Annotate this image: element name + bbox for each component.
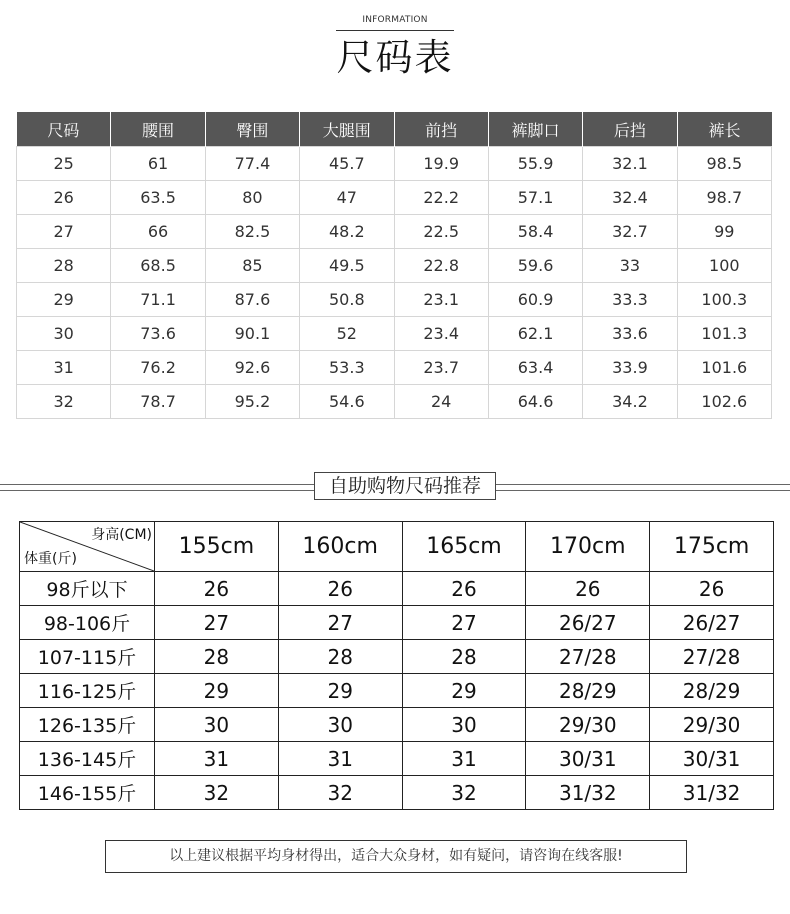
size-cell: 33.3	[583, 283, 677, 317]
recommended-size: 28	[278, 640, 402, 674]
recommended-size: 27	[402, 606, 526, 640]
recommended-size: 32	[155, 776, 279, 810]
recommended-size: 31	[402, 742, 526, 776]
size-cell: 28	[17, 249, 111, 283]
size-cell: 99	[677, 215, 771, 249]
recommended-size: 26	[526, 572, 650, 606]
corner-cell	[20, 522, 155, 572]
recommended-size: 26	[155, 572, 279, 606]
recommended-size: 30	[402, 708, 526, 742]
weight-label: 107-115斤	[20, 640, 155, 674]
size-cell: 95.2	[205, 385, 299, 419]
info-rule	[336, 30, 454, 31]
column-header: 裤脚口	[488, 112, 582, 147]
size-table-row	[17, 351, 772, 385]
recommended-size: 32	[278, 776, 402, 810]
size-cell: 63.4	[488, 351, 582, 385]
size-cell: 78.7	[111, 385, 205, 419]
recommended-size: 30/31	[526, 742, 650, 776]
recommended-size: 26	[650, 572, 774, 606]
size-table-row	[17, 181, 772, 215]
size-cell: 57.1	[488, 181, 582, 215]
column-header: 臀围	[205, 112, 299, 147]
size-cell: 101.6	[677, 351, 771, 385]
recommended-size: 28	[402, 640, 526, 674]
size-cell: 101.3	[677, 317, 771, 351]
size-cell: 66	[111, 215, 205, 249]
recommended-size: 31/32	[650, 776, 774, 810]
size-table-row	[17, 283, 772, 317]
size-cell: 25	[17, 147, 111, 181]
size-cell: 29	[17, 283, 111, 317]
weight-label: 146-155斤	[20, 776, 155, 810]
size-cell: 52	[300, 317, 394, 351]
size-cell: 49.5	[300, 249, 394, 283]
height-header: 155cm	[155, 522, 279, 572]
column-header: 后挡	[583, 112, 677, 147]
recommendation-row	[20, 674, 774, 708]
recommended-size: 26	[278, 572, 402, 606]
weight-label: 98-106斤	[20, 606, 155, 640]
recommendation-row	[20, 776, 774, 810]
size-cell: 23.4	[394, 317, 488, 351]
size-table-row	[17, 385, 772, 419]
divider-right	[496, 484, 790, 491]
weight-label: 136-145斤	[20, 742, 155, 776]
recommended-size: 30	[278, 708, 402, 742]
size-cell: 92.6	[205, 351, 299, 385]
recommended-size: 31/32	[526, 776, 650, 810]
size-cell: 32.1	[583, 147, 677, 181]
recommended-size: 29/30	[526, 708, 650, 742]
recommended-size: 29/30	[650, 708, 774, 742]
recommendation-row	[20, 572, 774, 606]
size-cell: 77.4	[205, 147, 299, 181]
recommended-size: 27/28	[650, 640, 774, 674]
size-cell: 64.6	[488, 385, 582, 419]
size-cell: 23.1	[394, 283, 488, 317]
size-cell: 68.5	[111, 249, 205, 283]
recommendation-row	[20, 640, 774, 674]
size-cell: 30	[17, 317, 111, 351]
size-cell: 76.2	[111, 351, 205, 385]
info-label: INFORMATION	[362, 15, 428, 25]
size-cell: 60.9	[488, 283, 582, 317]
height-header: 170cm	[526, 522, 650, 572]
recommended-size: 31	[278, 742, 402, 776]
recommended-size: 29	[278, 674, 402, 708]
page-title: 尺码表	[336, 36, 454, 79]
recommendation-row	[20, 708, 774, 742]
size-cell: 58.4	[488, 215, 582, 249]
size-cell: 98.7	[677, 181, 771, 215]
column-header: 裤长	[677, 112, 771, 147]
size-cell: 100	[677, 249, 771, 283]
size-cell: 53.3	[300, 351, 394, 385]
size-cell: 33.9	[583, 351, 677, 385]
size-cell: 73.6	[111, 317, 205, 351]
size-cell: 102.6	[677, 385, 771, 419]
corner-weight-label: 体重(斤)	[24, 551, 77, 567]
recommended-size: 30	[155, 708, 279, 742]
weight-label: 126-135斤	[20, 708, 155, 742]
size-cell: 90.1	[205, 317, 299, 351]
weight-label: 98斤以下	[20, 572, 155, 606]
size-cell: 24	[394, 385, 488, 419]
recommended-size: 31	[155, 742, 279, 776]
size-table-row	[17, 215, 772, 249]
recommended-size: 28/29	[650, 674, 774, 708]
size-cell: 22.5	[394, 215, 488, 249]
recommended-size: 27/28	[526, 640, 650, 674]
column-header: 大腿围	[300, 112, 394, 147]
recommended-size: 26/27	[526, 606, 650, 640]
size-cell: 54.6	[300, 385, 394, 419]
size-cell: 55.9	[488, 147, 582, 181]
size-cell: 32	[17, 385, 111, 419]
size-table	[16, 112, 772, 419]
size-cell: 47	[300, 181, 394, 215]
size-cell: 98.5	[677, 147, 771, 181]
size-cell: 34.2	[583, 385, 677, 419]
recommendation-title: 自助购物尺码推荐	[314, 472, 496, 500]
recommendation-row	[20, 606, 774, 640]
height-header: 160cm	[278, 522, 402, 572]
size-cell: 63.5	[111, 181, 205, 215]
recommendation-header-row	[20, 522, 774, 572]
size-cell: 59.6	[488, 249, 582, 283]
size-cell: 26	[17, 181, 111, 215]
footer-note: 以上建议根据平均身材得出，适合大众身材，如有疑问，请咨询在线客服!	[105, 840, 687, 873]
size-cell: 31	[17, 351, 111, 385]
corner-height-label: 身高(CM)	[91, 527, 152, 543]
size-cell: 82.5	[205, 215, 299, 249]
size-cell: 85	[205, 249, 299, 283]
recommendation-row	[20, 742, 774, 776]
recommendation-table	[19, 521, 774, 810]
size-cell: 27	[17, 215, 111, 249]
recommended-size: 26/27	[650, 606, 774, 640]
recommended-size: 30/31	[650, 742, 774, 776]
recommended-size: 28/29	[526, 674, 650, 708]
size-cell: 22.2	[394, 181, 488, 215]
height-header: 165cm	[402, 522, 526, 572]
size-cell: 33.6	[583, 317, 677, 351]
size-cell: 32.7	[583, 215, 677, 249]
size-table-row	[17, 147, 772, 181]
divider-left	[0, 484, 314, 491]
size-cell: 100.3	[677, 283, 771, 317]
size-cell: 71.1	[111, 283, 205, 317]
column-header: 前挡	[394, 112, 488, 147]
recommended-size: 26	[402, 572, 526, 606]
size-cell: 87.6	[205, 283, 299, 317]
size-cell: 50.8	[300, 283, 394, 317]
size-table-header-row	[17, 112, 772, 147]
recommended-size: 27	[278, 606, 402, 640]
size-cell: 61	[111, 147, 205, 181]
size-cell: 62.1	[488, 317, 582, 351]
weight-label: 116-125斤	[20, 674, 155, 708]
recommended-size: 32	[402, 776, 526, 810]
recommended-size: 28	[155, 640, 279, 674]
size-cell: 48.2	[300, 215, 394, 249]
size-table-row	[17, 249, 772, 283]
size-cell: 19.9	[394, 147, 488, 181]
size-cell: 80	[205, 181, 299, 215]
size-table-row	[17, 317, 772, 351]
size-cell: 33	[583, 249, 677, 283]
size-cell: 45.7	[300, 147, 394, 181]
height-header: 175cm	[650, 522, 774, 572]
column-header: 尺码	[17, 112, 111, 147]
size-cell: 22.8	[394, 249, 488, 283]
recommended-size: 29	[155, 674, 279, 708]
column-header: 腰围	[111, 112, 205, 147]
size-cell: 23.7	[394, 351, 488, 385]
recommended-size: 27	[155, 606, 279, 640]
size-cell: 32.4	[583, 181, 677, 215]
recommended-size: 29	[402, 674, 526, 708]
